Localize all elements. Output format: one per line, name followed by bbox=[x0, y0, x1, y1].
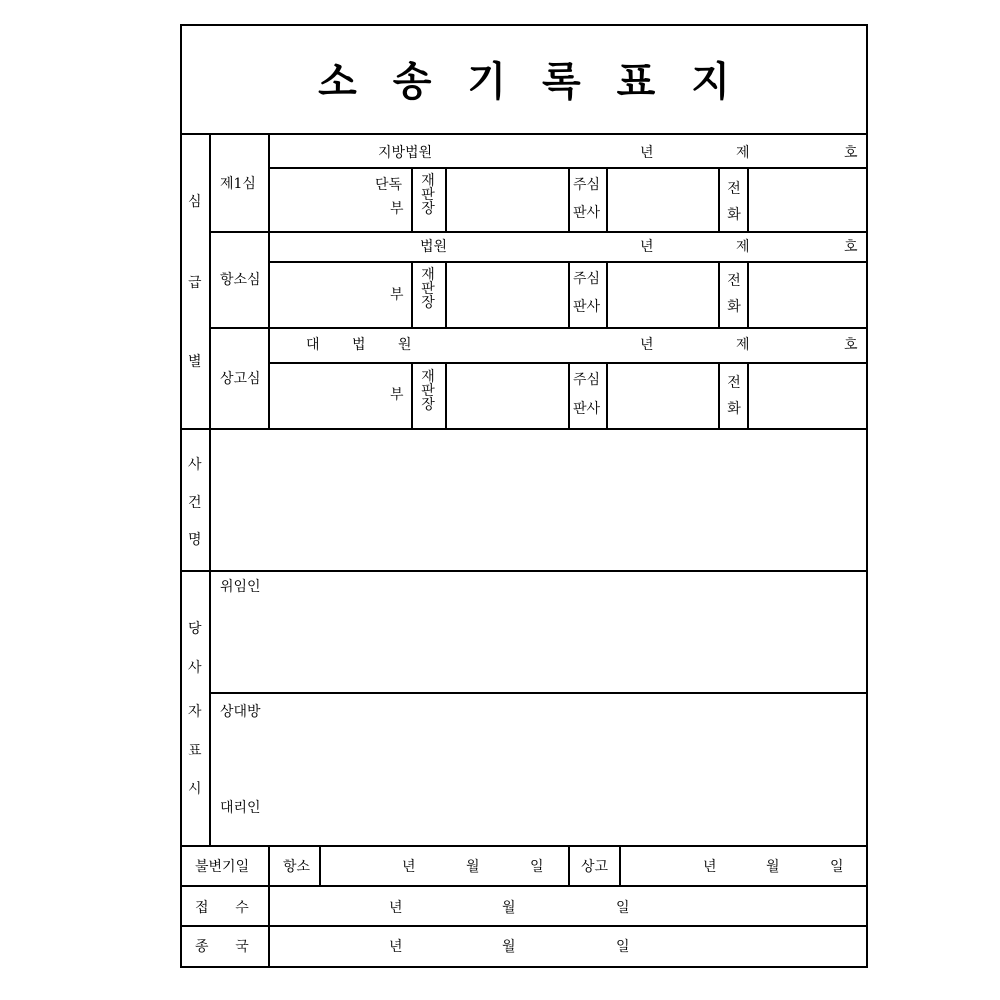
case-name-char-3: 명 bbox=[188, 532, 202, 548]
parties-row-divider bbox=[209, 692, 867, 694]
deadline-bottom bbox=[180, 885, 868, 887]
appeal-court: 법원 bbox=[420, 239, 448, 255]
first-instance-je: 제 bbox=[736, 145, 750, 161]
parties-bottom bbox=[180, 845, 868, 847]
opponent-label: 상대방 bbox=[220, 704, 261, 720]
appeal-cell-divider bbox=[606, 261, 608, 328]
form-border-left bbox=[180, 24, 182, 967]
final-appeal-label: 상고심 bbox=[220, 371, 261, 387]
appeal-bu: 부 bbox=[390, 287, 404, 303]
first-instance-jeonhwa: 전 화 bbox=[727, 181, 741, 223]
first-instance-jaepanjang: 재 판 장 bbox=[421, 173, 435, 217]
first-instance-cell-divider bbox=[411, 167, 413, 232]
closing-month: 월 bbox=[502, 939, 516, 955]
receipt-label: 접 수 bbox=[195, 900, 249, 916]
final-appeal-cell-divider bbox=[747, 362, 749, 429]
agent-field[interactable] bbox=[270, 780, 864, 842]
deadline-cell-divider bbox=[568, 845, 570, 886]
appeal-cell-divider bbox=[568, 261, 570, 328]
simgeup-char-2: 급 bbox=[188, 275, 202, 291]
first-instance-cell-divider bbox=[718, 167, 720, 232]
first-instance-cell-divider bbox=[568, 167, 570, 232]
first-instance-danduk: 단독 bbox=[375, 177, 403, 193]
appeal-jusim: 주심 bbox=[573, 271, 601, 287]
deadline-appeal-label: 항소 bbox=[283, 859, 311, 875]
deadline-cell-divider bbox=[619, 845, 621, 886]
parties-char-1: 당 bbox=[188, 621, 202, 637]
appeal-cell-divider bbox=[747, 261, 749, 328]
parties-char-5: 시 bbox=[188, 781, 202, 797]
simgeup-char-1: 심 bbox=[188, 194, 202, 210]
agent-label: 대리인 bbox=[220, 800, 261, 816]
deadline-final-label: 상고 bbox=[581, 859, 609, 875]
deadline-final-month: 월 bbox=[766, 859, 780, 875]
final-appeal-cell-divider bbox=[411, 362, 413, 429]
case-name-field[interactable] bbox=[211, 430, 865, 569]
appeal-jeonhwa: 전 화 bbox=[727, 273, 741, 315]
deadline-appeal-year: 년 bbox=[402, 859, 416, 875]
final-appeal-cell-divider bbox=[718, 362, 720, 429]
appeal-cell-divider bbox=[718, 261, 720, 328]
deadline-appeal-day: 일 bbox=[530, 859, 544, 875]
appeal-ho: 호 bbox=[844, 239, 858, 255]
parties-char-2: 사 bbox=[188, 660, 202, 676]
parties-col-divider bbox=[209, 570, 211, 846]
deadline-cell-divider bbox=[319, 845, 321, 886]
closing-day: 일 bbox=[616, 939, 630, 955]
first-instance-year: 년 bbox=[640, 145, 654, 161]
first-instance-court: 지방법원 bbox=[378, 145, 433, 161]
first-instance-pansa: 판사 bbox=[573, 205, 601, 221]
closing-label: 종 국 bbox=[195, 939, 249, 955]
appeal-cell-divider bbox=[411, 261, 413, 328]
appeal-jaepanjang: 재 판 장 bbox=[421, 267, 435, 311]
final-appeal-cell-divider bbox=[445, 362, 447, 429]
appellant-field[interactable] bbox=[270, 574, 864, 690]
case-name-char-2: 건 bbox=[188, 495, 202, 511]
instance-label-col-divider bbox=[268, 133, 270, 429]
appellant-label: 위임인 bbox=[220, 579, 261, 595]
appeal-cell-divider bbox=[445, 261, 447, 328]
form-border-top bbox=[180, 24, 868, 26]
final-appeal-jaepanjang: 재 판 장 bbox=[421, 369, 435, 413]
first-instance-bottom bbox=[209, 231, 867, 233]
title-divider bbox=[180, 133, 868, 135]
opponent-field[interactable] bbox=[270, 696, 864, 776]
page-title: 소송기록표지 bbox=[318, 58, 766, 105]
deadline-appeal-month: 월 bbox=[466, 859, 480, 875]
receipt-year: 년 bbox=[389, 900, 403, 916]
final-appeal-pansa: 판사 bbox=[573, 401, 601, 417]
receipt-day: 일 bbox=[616, 900, 630, 916]
appeal-je: 제 bbox=[736, 239, 750, 255]
final-appeal-bu: 부 bbox=[390, 387, 404, 403]
final-appeal-je: 제 bbox=[736, 337, 750, 353]
appeal-pansa: 판사 bbox=[573, 299, 601, 315]
appeal-year: 년 bbox=[640, 239, 654, 255]
first-instance-cell-divider bbox=[445, 167, 447, 232]
final-appeal-cell-divider bbox=[568, 362, 570, 429]
final-appeal-jusim: 주심 bbox=[573, 372, 601, 388]
simgeup-char-3: 별 bbox=[188, 354, 202, 370]
receipt-bottom bbox=[180, 925, 868, 927]
receipt-month: 월 bbox=[502, 900, 516, 916]
parties-char-4: 표 bbox=[188, 743, 202, 759]
first-instance-cell-divider bbox=[747, 167, 749, 232]
form-border-bottom bbox=[180, 966, 868, 968]
first-instance-label: 제1심 bbox=[220, 176, 256, 192]
closing-year: 년 bbox=[389, 939, 403, 955]
first-instance-ho: 호 bbox=[844, 145, 858, 161]
deadline-label: 불변기일 bbox=[195, 859, 250, 875]
case-name-char-1: 사 bbox=[188, 457, 202, 473]
case-name-bottom bbox=[180, 570, 868, 572]
simgeup-col-divider bbox=[209, 133, 211, 429]
first-instance-jusim: 주심 bbox=[573, 177, 601, 193]
final-appeal-court: 대 법 원 bbox=[306, 337, 426, 353]
first-instance-bu: 부 bbox=[390, 201, 404, 217]
form-border-right bbox=[866, 24, 868, 967]
final-appeal-cell-divider bbox=[606, 362, 608, 429]
deadline-final-year: 년 bbox=[703, 859, 717, 875]
deadline-final-day: 일 bbox=[830, 859, 844, 875]
parties-char-3: 자 bbox=[188, 704, 202, 720]
final-appeal-jeonhwa: 전 화 bbox=[727, 375, 741, 417]
final-appeal-year: 년 bbox=[640, 337, 654, 353]
appeal-label: 항소심 bbox=[220, 272, 261, 288]
bottom-label-col-divider bbox=[268, 845, 270, 967]
first-instance-cell-divider bbox=[606, 167, 608, 232]
appeal-bottom bbox=[209, 327, 867, 329]
final-appeal-ho: 호 bbox=[844, 337, 858, 353]
